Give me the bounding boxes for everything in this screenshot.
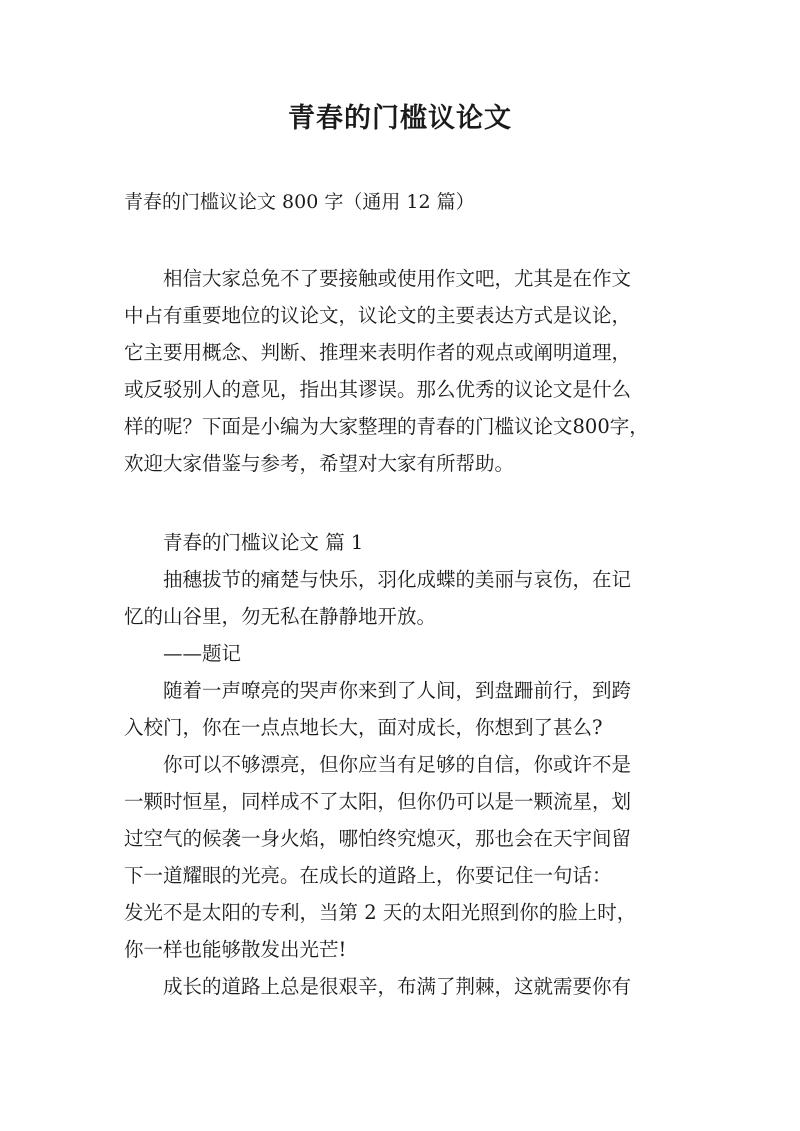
document-title: 青春的门槛议论文 <box>288 103 512 134</box>
body-line: 一颗时恒星，同样成不了太阳，但你仍可以是一颗流星，划 <box>124 790 632 813</box>
intro-line: 它主要用概念、判断、推理来表明作者的观点或阐明道理， <box>124 341 632 364</box>
body-line: 你可以不够漂亮，但你应当有足够的自信，你或许不是 <box>163 753 632 776</box>
intro-line: 相信大家总免不了要接触或使用作文吧，尤其是在作文 <box>163 267 632 290</box>
intro-line: 欢迎大家借鉴与参考，希望对大家有所帮助。 <box>124 452 515 475</box>
intro-line: 或反驳别人的意见，指出其谬误。那么优秀的议论文是什么 <box>124 378 632 401</box>
epigraph-attribution: ——题记 <box>163 642 242 665</box>
article-section-1 <box>124 524 694 1005</box>
body-line: 发光不是太阳的专利，当第 2 天的太阳光照到你的脸上时， <box>124 901 637 924</box>
body-line: 忆的山谷里，勿无私在静静地开放。 <box>124 605 437 628</box>
body-line: 成长的道路上总是很艰辛，布满了荆棘，这就需要你有 <box>163 975 632 998</box>
body-line: 下一道耀眼的光亮。在成长的道路上，你要记住一句话： <box>124 864 612 887</box>
body-line: 抽穗拔节的痛楚与快乐，羽化成蝶的美丽与哀伤，在记 <box>163 568 632 591</box>
body-line: 过空气的候袭一身火焰，哪怕终究熄灭，那也会在天宇间留 <box>124 827 632 850</box>
body-line: 入校门，你在一点点地长大，面对成长，你想到了甚么? <box>124 716 603 739</box>
intro-line: 样的呢？下面是小编为大家整理的青春的门槛议论文800字， <box>124 415 649 438</box>
document-subtitle: 青春的门槛议论文 800 字（通用 12 篇） <box>124 191 475 213</box>
body-line: 随着一声嘹亮的哭声你来到了人间，到盘跚前行，到跨 <box>163 679 632 702</box>
intro-paragraph <box>124 260 694 482</box>
section-heading: 青春的门槛议论文 篇 1 <box>163 531 364 554</box>
body-line: 你一样也能够散发出光芒! <box>124 938 347 961</box>
intro-line: 中占有重要地位的议论文，议论文的主要表达方式是议论， <box>124 304 632 327</box>
